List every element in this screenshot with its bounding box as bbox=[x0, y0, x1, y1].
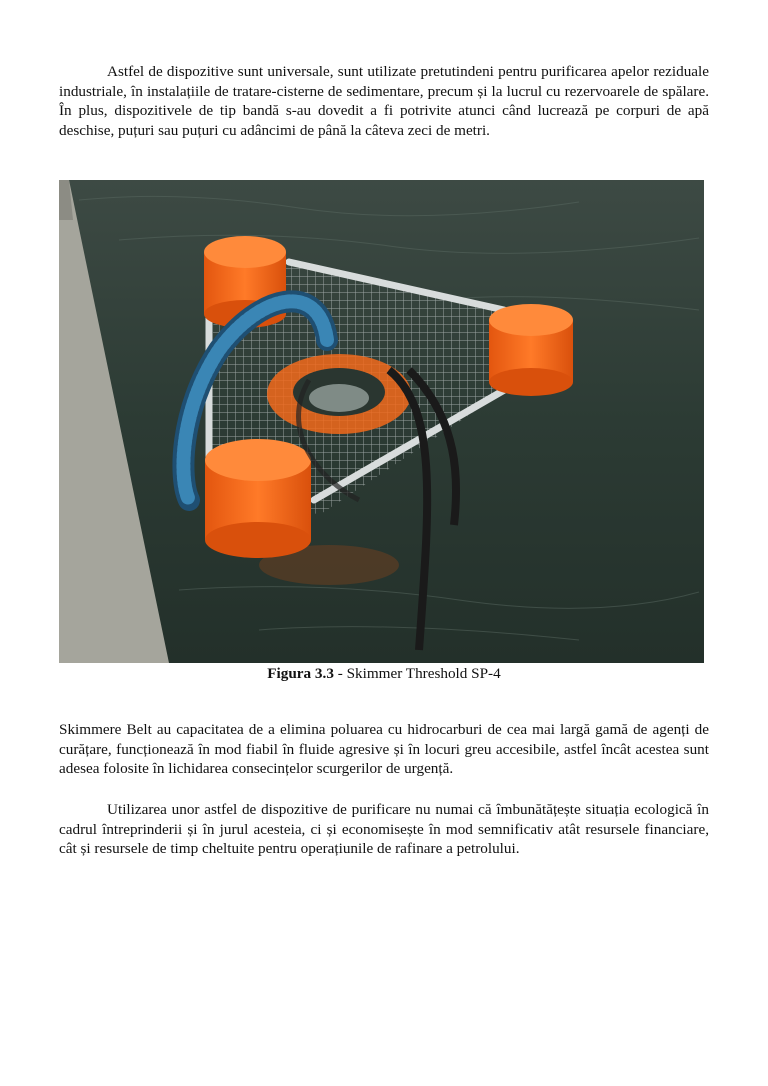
skimmer-photo bbox=[59, 180, 704, 663]
figure-label: Figura 3.3 bbox=[267, 665, 334, 682]
paragraph-intro: Astfel de dispozitive sunt universale, sunt utilizate pretutindeni pentru purificarea apelor reziduale industriale, în instalațiile de tratare-cisterne de sedimentare, precum și la lucrul cu rezervoarele de spălare. În plus, dispozitivele de tip bandă s-au dovedit a fi potrivite atunci când lucrează pe corpuri de apă deschise, puțuri sau puțuri cu adâncimi de până la câteva zeci de metri. bbox=[59, 63, 709, 139]
paragraph-benefits: Utilizarea unor astfel de dispozitive de purificare nu numai că îmbunătățește situația ecologică în cadrul întreprinderii și în jurul acesteia, ci și economisește în mod semnificativ atât resursele financiare, cât și resursele de timp cheltuite pentru operațiunile de rafinare a petrolului. bbox=[59, 801, 709, 858]
figure-caption bbox=[0, 664, 768, 684]
paragraph-belt-skimmers: Skimmere Belt au capacitatea de a elimina poluarea cu hidrocarburi de cea mai largă gamă de agenți de curățare, funcționează în mod fiabil în fluide agresive și în locuri greu accesibile, astfel încât acestea sunt adesea folosite în lichidarea consecințelor scurgerilor de urgență. bbox=[59, 721, 709, 778]
figure-caption-text: Skimmer Threshold SP-4 bbox=[346, 665, 501, 682]
caption-separator: - bbox=[333, 665, 347, 682]
